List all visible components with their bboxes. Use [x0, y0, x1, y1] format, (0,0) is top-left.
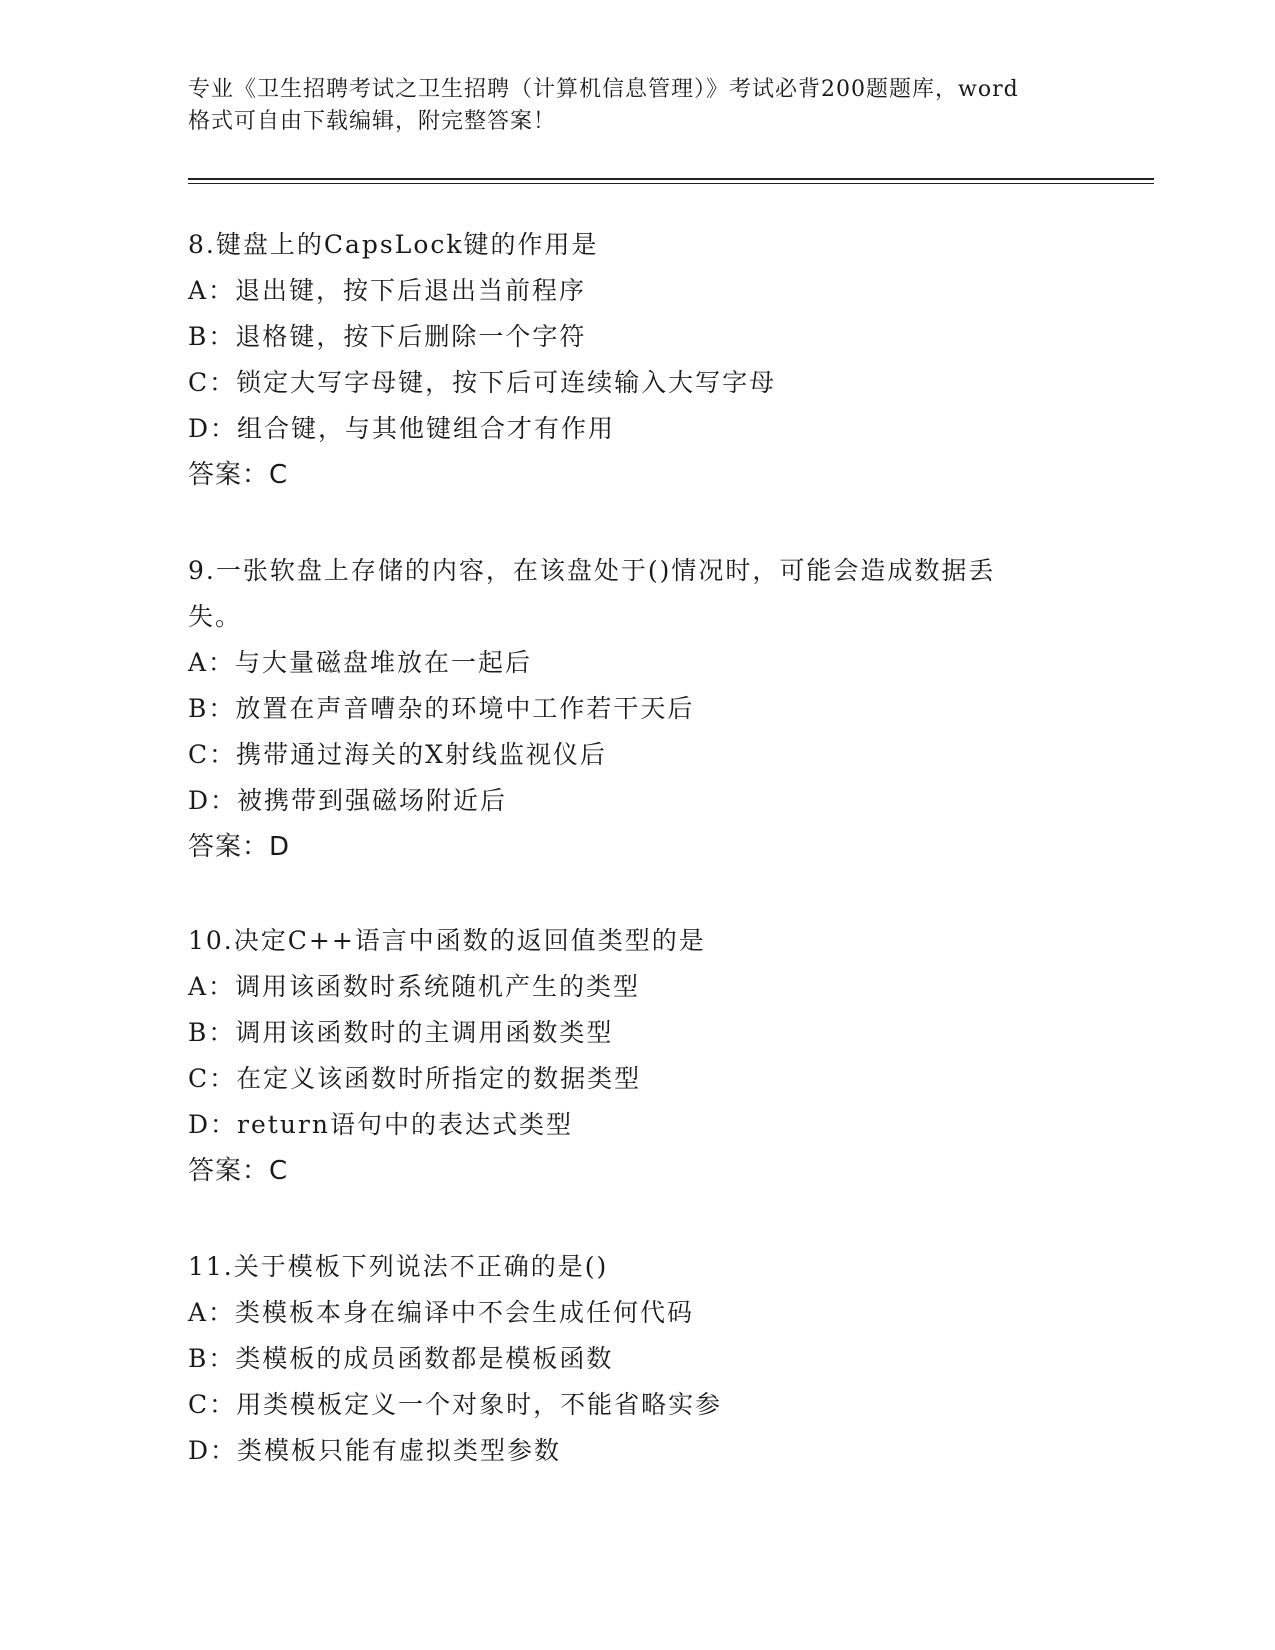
option-c: C：在定义该函数时所指定的数据类型 [188, 1064, 642, 1093]
option-b: B：类模板的成员函数都是模板函数 [188, 1344, 614, 1373]
option-b: B：退格键，按下后删除一个字符 [188, 322, 587, 351]
option-d: D：被携带到强磁场附近后 [188, 786, 508, 815]
question-11 [188, 1244, 1068, 1474]
answer: 答案：C [188, 1156, 289, 1186]
option-a: A：调用该函数时系统随机产生的类型 [188, 972, 641, 1001]
question-10 [188, 918, 1068, 1194]
header-line-2: 格式可自由下载编辑，附完整答案！ [188, 109, 557, 134]
option-d: D：return语句中的表达式类型 [188, 1110, 573, 1139]
document-header [188, 74, 1088, 138]
question-9 [188, 548, 1068, 870]
option-b: B：放置在声音嘈杂的环境中工作若干天后 [188, 694, 695, 723]
header-line-1: 专业《卫生招聘考试之卫生招聘（计算机信息管理）》考试必背200题题库，word [188, 77, 1019, 102]
option-a: A：退出键，按下后退出当前程序 [188, 276, 587, 305]
question-8 [188, 222, 1068, 498]
option-d: D：类模板只能有虚拟类型参数 [188, 1436, 562, 1465]
question-stem: 10.决定C++语言中函数的返回值类型的是 [188, 926, 706, 955]
question-stem: 11.关于模板下列说法不正确的是() [188, 1252, 609, 1281]
question-stem-line-1: 9.一张软盘上存储的内容，在该盘处于()情况时，可能会造成数据丢 [188, 556, 996, 585]
option-d: D：组合键，与其他键组合才有作用 [188, 414, 616, 443]
option-b: B：调用该函数时的主调用函数类型 [188, 1018, 614, 1047]
header-divider-thin [188, 183, 1154, 184]
option-a: A：与大量磁盘堆放在一起后 [188, 648, 533, 677]
option-c: C：携带通过海关的X射线监视仪后 [188, 740, 607, 769]
option-c: C：锁定大写字母键，按下后可连续输入大写字母 [188, 368, 777, 397]
question-stem-line-2: 失。 [188, 602, 243, 631]
option-c: C：用类模板定义一个对象时，不能省略实参 [188, 1390, 723, 1419]
question-stem: 8.键盘上的CapsLock键的作用是 [188, 230, 599, 259]
header-divider-thick [188, 178, 1154, 180]
option-a: A：类模板本身在编译中不会生成任何代码 [188, 1298, 695, 1327]
answer: 答案：C [188, 460, 289, 490]
answer: 答案：D [188, 832, 291, 862]
